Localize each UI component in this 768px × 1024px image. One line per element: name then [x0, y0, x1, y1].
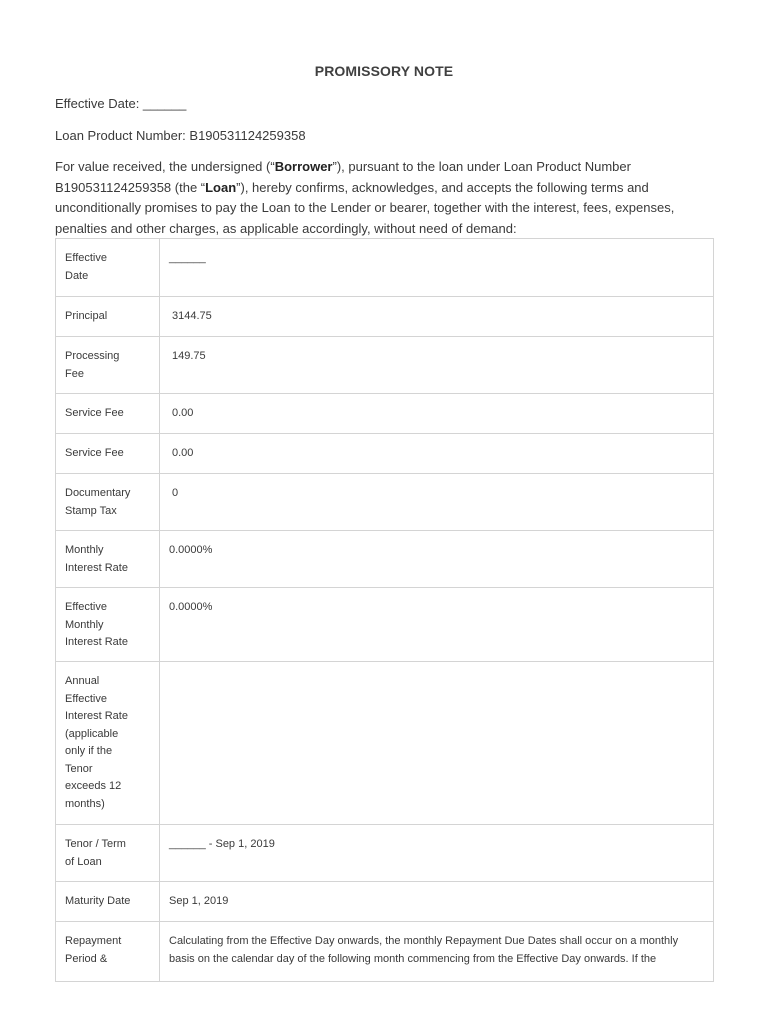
intro-text: unconditionally promises to pay the Loan to the Lender or bearer, together with the interest, fees, expenses, — [55, 200, 675, 215]
term-value — [160, 239, 714, 297]
table-row — [56, 434, 714, 474]
value-line: 149.75 — [172, 350, 206, 362]
value-line: 0.0000% — [169, 601, 213, 613]
term-value — [160, 588, 714, 662]
intro-text: penalties and other charges, as applicable accordingly, without need of demand: — [55, 220, 517, 236]
label-line: Interest Rate — [65, 561, 128, 574]
label-line: Monthly — [65, 544, 104, 556]
term-value — [160, 882, 714, 922]
term-value — [160, 434, 714, 474]
term-label — [56, 474, 160, 531]
label-line: Effective — [65, 692, 107, 705]
label-line: Fee — [65, 367, 84, 380]
label-line: Annual — [65, 675, 100, 687]
label-line: months) — [65, 797, 105, 810]
label-line: Documentary — [65, 487, 131, 499]
table-row — [56, 239, 714, 297]
loan-term: Loan — [205, 179, 237, 195]
table-row — [56, 662, 714, 825]
table-row — [56, 297, 714, 337]
term-label — [56, 239, 160, 297]
table-row — [56, 882, 714, 922]
label-line: Date — [65, 269, 89, 282]
term-label — [56, 531, 160, 588]
value-line: Calculating from the Effective Day onwards, the monthly Repayment Due Dates shall occur on a monthly — [169, 935, 679, 947]
table-row — [56, 588, 714, 662]
label-line: Repayment — [65, 935, 122, 947]
label-line: Service Fee — [65, 447, 124, 459]
intro-text: For value received, the undersigned (“ — [55, 159, 275, 174]
value-line: Sep 1, 2019 — [169, 895, 229, 907]
intro-paragraph — [55, 157, 715, 239]
value-line: 0.00 — [172, 447, 194, 459]
label-line: Monthly — [65, 618, 104, 631]
label-line: Maturity Date — [65, 895, 131, 907]
value-line: 0.00 — [172, 407, 194, 419]
label-line: of Loan — [65, 855, 102, 868]
label-line: Period & — [65, 952, 108, 965]
table-row — [56, 337, 714, 394]
label-line: Effective — [65, 601, 107, 613]
term-label — [56, 922, 160, 982]
label-line: Service Fee — [65, 407, 124, 419]
page-title: PROMISSORY NOTE — [314, 63, 454, 79]
label-line: Principal — [65, 310, 108, 322]
label-line: only if the — [65, 745, 113, 757]
term-label — [56, 662, 160, 825]
label-line: Tenor / Term — [65, 838, 126, 850]
term-value — [160, 922, 714, 982]
intro-text: B190531124259358 (the “ — [55, 179, 206, 195]
loan-terms-table — [55, 238, 714, 982]
term-value — [160, 337, 714, 394]
value-line: 0 — [172, 487, 179, 499]
term-value — [160, 825, 714, 882]
term-value — [160, 474, 714, 531]
table-row — [56, 394, 714, 434]
intro-text: ”), pursuant to the loan under Loan Product Number — [332, 159, 631, 174]
label-line: (applicable — [65, 727, 119, 740]
term-value — [160, 531, 714, 588]
term-value — [160, 394, 714, 434]
value-line: basis on the calendar day of the following month commencing from the Effective Day onwards. If the — [169, 952, 657, 965]
label-line: Stamp Tax — [65, 504, 117, 517]
label-line: Interest Rate — [65, 710, 128, 722]
term-value — [160, 662, 714, 825]
label-line: Effective — [65, 252, 107, 264]
value-line: ______ — [169, 252, 206, 264]
intro-text: ”), hereby confirms, acknowledges, and accepts the following terms and — [236, 179, 649, 195]
label-line: Processing — [65, 350, 120, 362]
label-line: Tenor — [65, 762, 93, 775]
term-label — [56, 588, 160, 662]
label-line: exceeds 12 — [65, 780, 122, 792]
term-value — [160, 297, 714, 337]
effective-date-line: Effective Date: ______ — [55, 96, 187, 111]
label-line: Interest Rate — [65, 636, 128, 648]
term-label — [56, 297, 160, 337]
value-line: 3144.75 — [172, 310, 212, 322]
value-line: ______ - Sep 1, 2019 — [169, 838, 275, 850]
term-label — [56, 825, 160, 882]
term-label — [56, 337, 160, 394]
table-row — [56, 474, 714, 531]
term-label — [56, 434, 160, 474]
value-line: 0.0000% — [169, 544, 213, 556]
borrower-term: Borrower — [274, 159, 333, 174]
loan-product-line: Loan Product Number: B190531124259358 — [55, 128, 306, 143]
term-label — [56, 394, 160, 434]
table-row — [56, 922, 714, 982]
table-row — [56, 825, 714, 882]
table-row — [56, 531, 714, 588]
term-label — [56, 882, 160, 922]
